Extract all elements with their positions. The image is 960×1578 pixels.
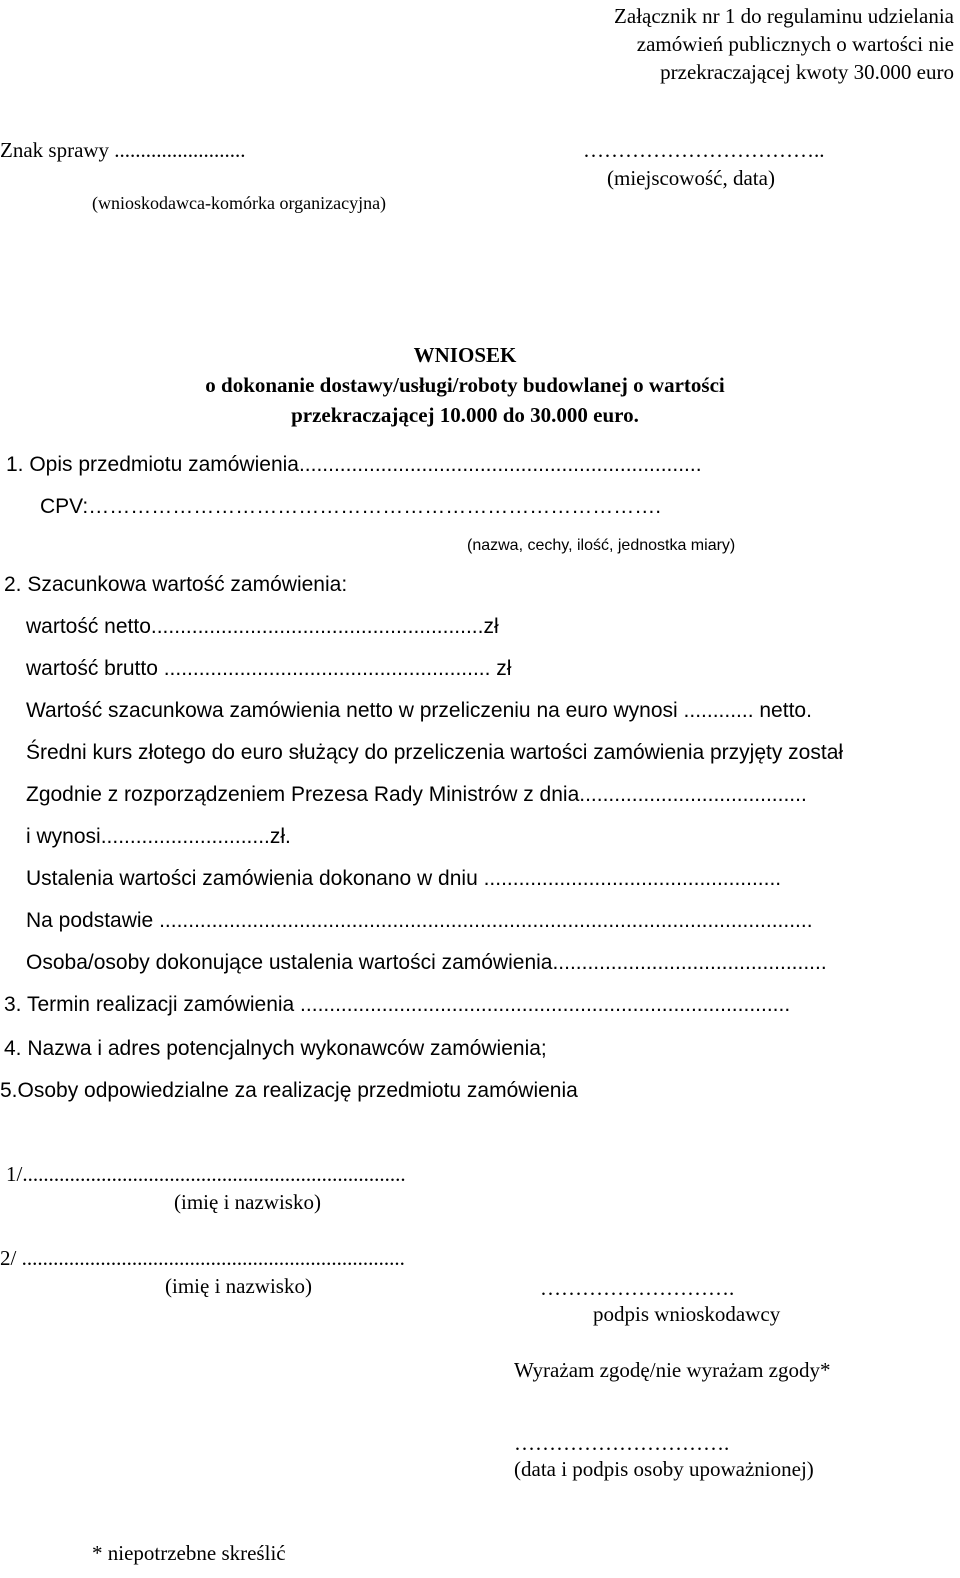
case-number[interactable]: Znak sprawy ......................... — [0, 138, 246, 162]
section-4-contractors: 4. Nazwa i adres potencjalnych wykonawców zamówienia; — [4, 1037, 547, 1060]
exchange-rate-line-3[interactable]: i wynosi.............................zł. — [26, 825, 291, 848]
section-3-deadline[interactable]: 3. Termin realizacji zamówienia .................................................................................... — [4, 993, 791, 1016]
cpv-caption: (nazwa, cechy, ilość, jednostka miary) — [467, 537, 736, 554]
annex-line-2: zamówień publicznych o wartości nie — [636, 32, 954, 56]
euro-value-field[interactable]: Wartość szacunkowa zamówienia netto w przeliczeniu na euro wynosi ............ netto. — [26, 699, 812, 722]
title-line-3: przekraczającej 10.000 do 30.000 euro. — [291, 403, 639, 427]
place-date-field[interactable]: …………………………….. — [583, 138, 825, 162]
cpv-field[interactable]: CPV:………………………………………………………………………. — [40, 495, 662, 518]
authorized-signature-caption: (data i podpis osoby upoważnionej) — [514, 1457, 814, 1481]
basis-field[interactable]: Na podstawie ................................................................................................................ — [26, 909, 813, 932]
exchange-rate-line-2[interactable]: Zgodnie z rozporządzeniem Prezesa Rady Ministrów z dnia....................................... — [26, 783, 807, 806]
section-2-heading: 2. Szacunkowa wartość zamówienia: — [4, 573, 348, 596]
applicant-signature-field[interactable]: ………………………. — [540, 1276, 735, 1300]
annex-line-1: Załącznik nr 1 do regulaminu udzielania — [614, 4, 954, 28]
footnote: * niepotrzebne skreślić — [92, 1541, 286, 1565]
estimating-persons-field[interactable]: Osoba/osoby dokonujące ustalenia wartości zamówienia............................................... — [26, 951, 827, 974]
title-line-1: WNIOSEK — [413, 343, 517, 367]
place-date-caption: (miejscowość, data) — [607, 166, 775, 190]
annex-line-3: przekraczającej kwoty 30.000 euro — [660, 60, 954, 84]
estimate-date-field[interactable]: Ustalenia wartości zamówienia dokonano w dniu ................................................... — [26, 867, 782, 890]
person-1-field[interactable]: 1/......................................................................... — [6, 1162, 406, 1186]
person-2-field[interactable]: 2/ ......................................................................... — [0, 1246, 405, 1270]
document-title — [0, 340, 930, 430]
person-1-caption: (imię i nazwisko) — [174, 1190, 321, 1214]
authorized-signature-field[interactable]: …………………………. — [514, 1431, 730, 1455]
annex-note — [614, 2, 954, 86]
applicant-signature-caption: podpis wnioskodawcy — [593, 1302, 781, 1326]
section-5-responsible: 5.Osoby odpowiedzialne za realizację przedmiotu zamówienia — [0, 1079, 578, 1102]
gross-value-field[interactable]: wartość brutto ........................................................ zł — [26, 657, 512, 680]
applicant-caption: (wnioskodawca-komórka organizacyjna) — [92, 193, 387, 213]
title-line-2: o dokonanie dostawy/usługi/roboty budowlanej o wartości — [205, 373, 725, 397]
exchange-rate-line-1: Średni kurs złotego do euro służący do przeliczenia wartości zamówienia przyjęty został — [26, 741, 844, 764]
section-1-subject[interactable]: 1. Opis przedmiotu zamówienia..................................................................... — [6, 453, 702, 476]
net-value-field[interactable]: wartość netto.........................................................zł — [26, 615, 499, 638]
person-2-caption: (imię i nazwisko) — [165, 1274, 312, 1298]
consent-statement[interactable]: Wyrażam zgodę/nie wyrażam zgody* — [514, 1358, 831, 1382]
